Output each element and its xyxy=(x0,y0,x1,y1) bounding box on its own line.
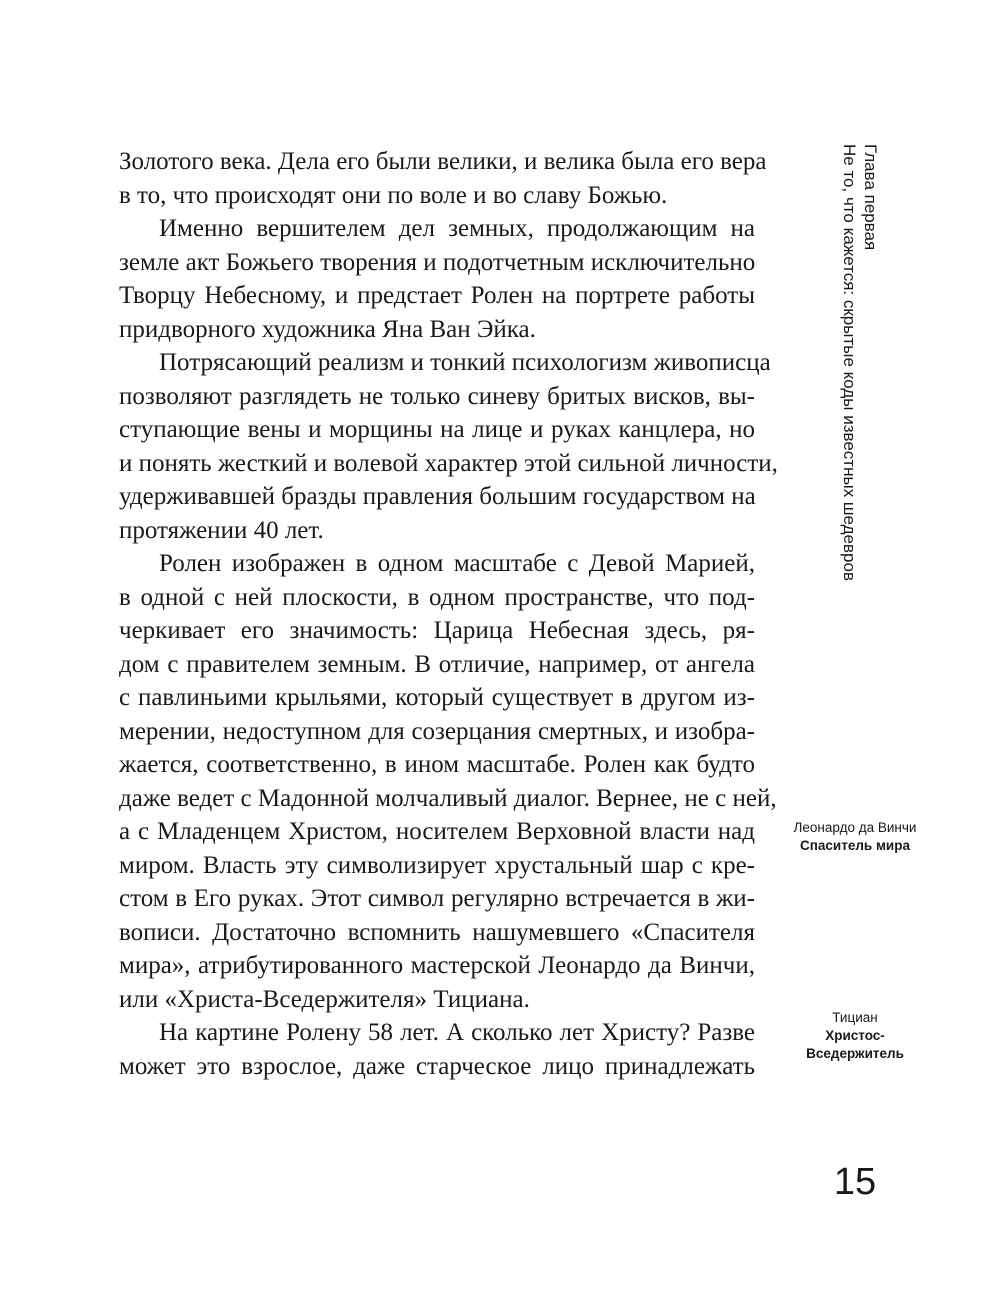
body-line: Золотого века. Дела его были велики, и велика была его вера xyxy=(119,148,767,175)
chapter-title: Глава первая xyxy=(861,144,880,251)
body-line: протяжении 40 лет. xyxy=(119,516,324,544)
body-line: придворного художника Яна Ван Эйка. xyxy=(119,315,536,343)
body-text xyxy=(119,145,778,1083)
body-line: вописи. Достаточно вспомнить нашумевшего «Спасителя xyxy=(119,918,755,946)
body-line: и понять жесткий и волевой характер этой сильной личности, xyxy=(119,449,778,477)
body-line: удерживавшей бразды правления большим государством на xyxy=(119,483,756,510)
caption-work: Христос- xyxy=(825,1028,885,1043)
running-head xyxy=(837,144,881,584)
caption-work: Спаситель мира xyxy=(799,838,910,853)
margin-caption xyxy=(780,819,930,855)
body-line: стом в Его руках. Этот символ регулярно встречается в жи- xyxy=(119,885,755,912)
body-line: мерении, недоступном для созерцания смертных, и изобра- xyxy=(119,717,755,745)
body-line: черкивает его значимость: Царица Небесная здесь, ря- xyxy=(119,617,755,644)
book-subtitle: Не то, что кажется: скрытые коды известных шедевров xyxy=(840,144,859,581)
body-line: в то, что происходят они по воле и во славу Божью. xyxy=(119,181,668,209)
body-line: или «Христа-Вседержителя» Тициана. xyxy=(119,985,530,1013)
caption-work: Вседержитель xyxy=(806,1046,904,1061)
body-line: может это взрослое, даже старческое лицо принадлежать xyxy=(119,1052,755,1080)
body-line: позволяют разглядеть не только синеву бритых висков, вы- xyxy=(119,382,755,410)
body-line: земле акт Божьего творения и подотчетным исключительно xyxy=(119,248,756,276)
body-line: Потрясающий реализм и тонкий психологизм живописца xyxy=(159,349,771,376)
body-line: даже ведет с Мадонной молчаливый диалог. Вернее, не с ней, xyxy=(119,784,777,812)
body-line: Ролен изображен в одном масштабе с Девой Марией, xyxy=(159,550,755,577)
body-line: ступающие вены и морщины на лице и руках канцлера, но xyxy=(119,416,755,443)
body-line: дом с правителем земным. В отличие, например, от ангела xyxy=(119,650,755,678)
body-line: жается, соответственно, в ином масштабе. Ролен как будто xyxy=(119,751,755,778)
body-line: а с Младенцем Христом, носителем Верховной власти над xyxy=(119,818,755,845)
caption-author: Тициан xyxy=(832,1010,878,1025)
body-line: в одной с ней плоскости, в одном пространстве, что под- xyxy=(119,583,755,611)
body-line: Творцу Небесному, и предстает Ролен на портрете работы xyxy=(119,282,755,309)
body-line: с павлиньими крыльями, который существует в другом из- xyxy=(119,684,755,711)
caption-author: Леонардо да Винчи xyxy=(793,820,917,835)
body-line: мира», атрибутированного мастерской Леонардо да Винчи, xyxy=(119,952,755,979)
body-line: миром. Власть эту символизирует хрустальный шар с кре- xyxy=(119,851,755,879)
margin-caption xyxy=(790,1009,920,1063)
body-line: На картине Ролену 58 лет. А сколько лет Христу? Разве xyxy=(159,1019,755,1046)
body-line: Именно вершителем дел земных, продолжающим на xyxy=(159,215,755,242)
page-number: 15 xyxy=(833,1161,877,1203)
